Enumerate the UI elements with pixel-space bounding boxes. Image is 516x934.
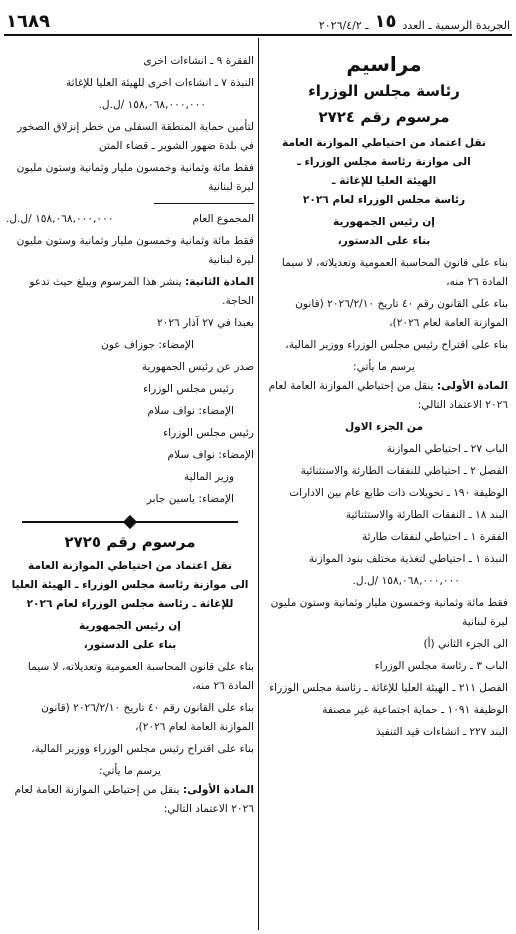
article-one (6, 781, 254, 819)
preamble-budget: بناء على القانون رقم ٤٠ تاريخ ٢٠٢٦/٢/١٠ (قانون الموازنة العامة لعام ٢٠٢٦)، (41, 702, 254, 733)
article-text: ينقل من إحتياطي الموازنة العامة لعام ٢٠٢٦ الاعتماد التالي: (14, 784, 254, 815)
president-line: إن رئيس الجمهورية (79, 620, 181, 632)
decree-subject-line: رئاسة مجلس الوزراء لعام ٢٠٢٦ (302, 194, 466, 206)
right-column (260, 38, 508, 930)
constitution-line: بناء على الدستور، (337, 235, 431, 247)
budget-item: الفقرة ٩ ـ انشاءات اخرى (143, 55, 254, 67)
budget-item: الفصل ٢ ـ احتياطي للنفقات الطارئة والاستثنائية (300, 465, 508, 477)
budget-item: الوظيفة ١٠٩١ ـ حماية اجتماعية غير مصنفة (322, 704, 508, 716)
budget-item: الفقرة ١ ـ احتياطي لنفقات طارئة (361, 531, 508, 543)
amount-words: فقط مائة وثمانية وخمسون مليار وثمانية وستون مليون ليرة لبنانية (16, 162, 254, 193)
article-text: ينقل من إحتياطي الموازنة العامة لعام ٢٠٢٦ الاعتماد التالي: (268, 380, 508, 411)
total-label: المجموع العام (192, 213, 254, 225)
page-header (6, 8, 510, 32)
finance-minister: وزير المالية (183, 471, 234, 483)
article-label: المادة الأولى: (436, 380, 508, 392)
constitution-line: بناء على الدستور، (83, 639, 177, 651)
decree-subject-line: الى موازنة رئاسة مجلس الوزراء ـ (297, 156, 471, 168)
budget-item: النبذة ١ ـ احتياطي لتغذية مختلف بنود الموازنة (308, 553, 508, 565)
article-text: ينشر هذا المرسوم ويبلغ حيث تدعو الحاجة. (29, 276, 254, 307)
total-words: فقط مائة وثمانية وخمسون مليار وثمانية وستون مليون ليرة لبنانية (16, 235, 254, 266)
decree-subject-line: نقل اعتماد من احتياطي الموازنة العامة (28, 560, 232, 572)
gazette-info (319, 11, 510, 32)
amount-words: فقط مائة وثمانية وخمسون مليار وثمانية وستون مليون ليرة لبنانية (270, 597, 508, 628)
gazette-name: الجريدة الرسمية ـ العدد (402, 19, 510, 32)
total-amount: ١٥٨,٠٦٨,٠٠٠,٠٠٠ /ل.ل. (6, 213, 114, 225)
issue-number: ١٥ (374, 11, 397, 32)
issue-date: ـ ٢٠٢٦/٤/٢ (318, 19, 369, 32)
decree-number: مرسوم رقم ٢٧٢٥ (64, 533, 196, 551)
article-one (260, 377, 508, 415)
signature-president: الإمضاء: جوزاف عون (101, 339, 194, 351)
decrees-line: يرسم ما يأتي: (353, 361, 415, 373)
issued-pm: رئيس مجلس الوزراء (143, 383, 234, 395)
total-row (6, 210, 254, 229)
decree-separator (6, 515, 254, 529)
amount: ١٥٨,٠٦٨,٠٠٠,٠٠٠ /ل.ل. (352, 575, 460, 587)
signature-pm-2: الإمضاء: نواف سلام (167, 449, 254, 461)
president-line: إن رئيس الجمهورية (333, 216, 435, 228)
decree-number: مرسوم رقم ٢٧٢٤ (318, 108, 450, 126)
header-rule (4, 34, 512, 36)
budget-item: البند ٢٢٧ ـ انشاءات قيد التنفيذ (375, 726, 508, 738)
budget-item: النبذة ٧ ـ انشاءات اخرى للهيئة العليا للإغاثة (65, 77, 254, 89)
issued-by: صدر عن رئيس الجمهورية (141, 361, 254, 373)
purpose-text: لتأمين حماية المنطقة السفلى من خطر إنزلاق الصخور في بلدة ضهور الشوير ـ قضاء المتن (17, 121, 254, 152)
decree-subject-line: الى موازنة رئاسة مجلس الوزراء ـ الهيئة العليا (11, 579, 249, 591)
to-part: الى الجزء الثاني (أ) (423, 638, 508, 650)
decree-subject-line: نقل اعتماد من احتياطي الموازنة العامة (282, 137, 486, 149)
budget-item: الفصل ٢١١ ـ الهيئة العليا للإغاثة ـ رئاسة مجلس الوزراء (269, 682, 508, 694)
decrees-line: يرسم ما يأتي: (99, 765, 161, 777)
place-date: بعبدا في ٢٧ آذار ٢٠٢٦ (156, 317, 254, 329)
decree-subject-line: الهيئة العليا للإغاثة ـ (331, 175, 437, 187)
pm-title: رئيس مجلس الوزراء (163, 427, 254, 439)
preamble-proposal: بناء على اقتراح رئيس مجلس الوزراء ووزير المالية، (285, 339, 508, 351)
column-divider (258, 38, 259, 930)
article-two (6, 273, 254, 311)
preamble-budget: بناء على القانون رقم ٤٠ تاريخ ٢٠٢٦/٢/١٠ (قانون الموازنة العامة لعام ٢٠٢٦)، (295, 298, 508, 329)
from-part: من الجزء الاول (344, 421, 423, 433)
total-separator (154, 203, 254, 204)
ministry-heading: رئاسة مجلس الوزراء (308, 82, 460, 100)
budget-item: الباب ٣ ـ رئاسة مجلس الوزراء (374, 660, 508, 672)
signature-finance: الإمضاء: ياسين جابر (146, 493, 234, 505)
budget-item: البند ١٨ ـ النفقات الطارئة والاستثنائية (345, 509, 508, 521)
preamble-proposal: بناء على اقتراح رئيس مجلس الوزراء ووزير المالية، (31, 743, 254, 755)
page-number: ١٦٨٩ (6, 11, 50, 32)
article-label: المادة الأولى: (182, 784, 254, 796)
section-title: مراسيم (346, 52, 422, 76)
preamble-law: بناء على قانون المحاسبة العمومية وتعديلاته، لا سيما المادة ٢٦ منه، (281, 257, 508, 288)
amount: ١٥٨,٠٦٨,٠٠٠,٠٠٠ /ل.ل. (98, 99, 206, 111)
budget-item: الوظيفة ١٩٠ ـ تحويلات ذات طابع عام بين الادارات (289, 487, 508, 499)
signature-pm: الإمضاء: نواف سلام (147, 405, 234, 417)
budget-item: الباب ٢٧ ـ احتياطي الموازنة (386, 443, 508, 455)
article-label: المادة الثانية: (185, 276, 254, 288)
decree-subject-line: للإغاثة ـ رئاسة مجلس الوزراء لعام ٢٠٢٦ (26, 598, 234, 610)
left-column (6, 38, 254, 930)
preamble-law: بناء على قانون المحاسبة العمومية وتعديلاته، لا سيما المادة ٢٦ منه، (27, 661, 254, 692)
